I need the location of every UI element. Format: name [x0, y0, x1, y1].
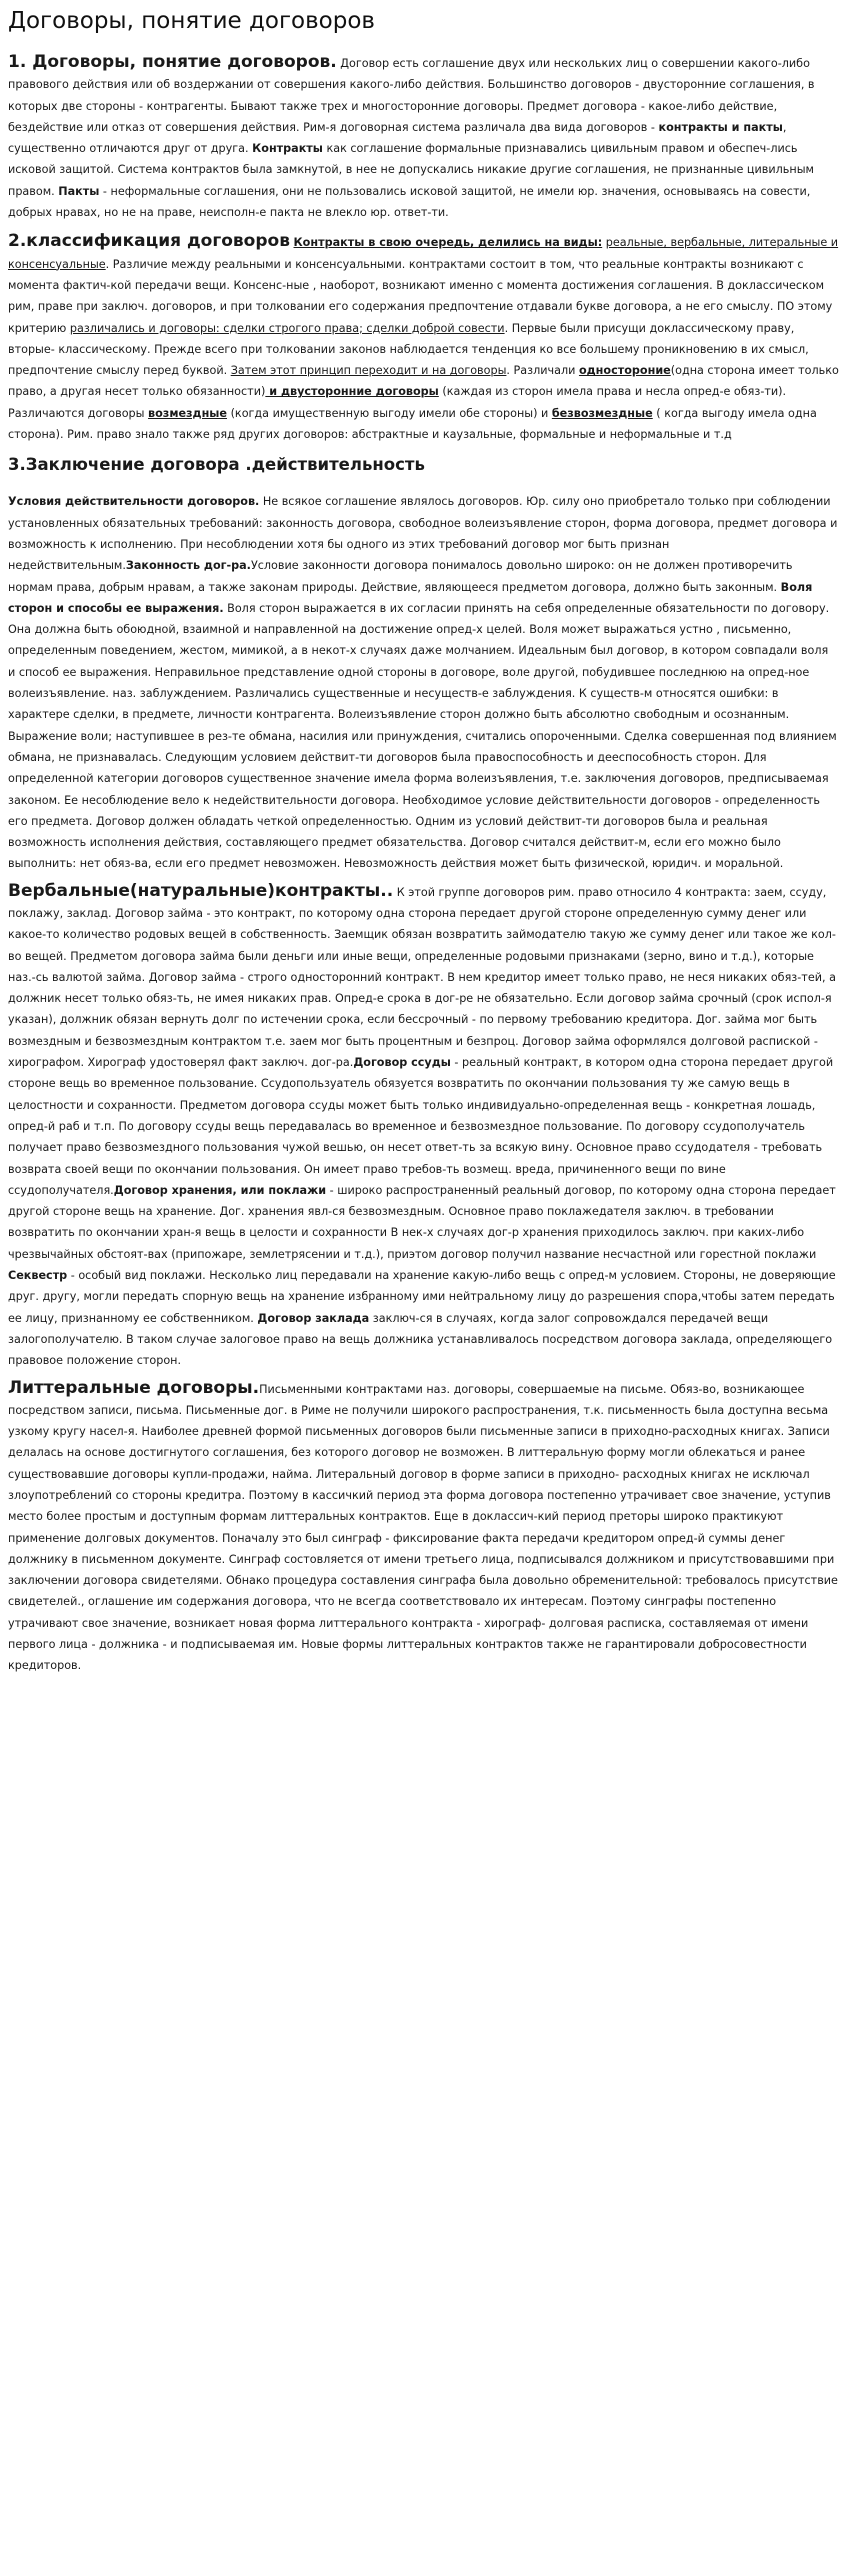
- underlined-bold-run: безвозмездные: [551, 406, 653, 420]
- bold-run: Контракты: [252, 142, 323, 156]
- page-title: Договоры, понятие договоров: [8, 8, 375, 34]
- bold-run: Договор заклада: [257, 1311, 370, 1325]
- text-run: заключ-ся в случаях, когда залог сопровождался передачей вещи залогополучателю. В таком случае залоговое право на вещь должника устанавливалось посредством договора заклада, определяющего правовое положение сторон.: [8, 1311, 833, 1368]
- text-run: Условие законности договора понималось довольно широко: он не должен противоречить нормам права, добрым нравам, а также законам природы. Действие, являющееся предметом договора, должно быть законным.: [8, 559, 793, 594]
- underlined-run: различались и договоры: сделки строгого права; сделки доброй совести: [69, 321, 505, 335]
- section-4-paragraph: [8, 881, 839, 1372]
- bold-run: Пакты: [58, 184, 100, 198]
- text-run: Воля сторон выражается в их согласии принять на себя определенные обязательности по договору. Она должна быть обоюдной, взаимной и направленной на достижение опред-х целей. Воля может выражаться устно , письменно, определенным поведением, жестом, мимикой, а в некот-х случаях даже молчанием. Идеальным был договор, в котором совпадали воля и способ ее выражения. Неправильное представление одной стороны в договоре, воле другой, побудившее последнюю на опред-ное волеизъявление. наз. заблуждением. Различались существенные и несуществ-е заблуждения. К существ-м относятся ошибки: в характере сделки, в предмете, личности контрагента. Волеизъявление сторон должно быть абсолютно свободным и осознанным. Выражение воли; наступившее в рез-те обмана, насилия или принуждения, считались опороченными. Сделка совершенная под влиянием обмана, не признавалась. Следующим условием действит-ти договоров была правоспособность и дееспособность сторон. Для определенной категории договоров существенное значение имела форма волеизъявления, т.е. заключения договоров, предписываемая законом. Ее несоблюдение вело к недействительности договора. Необходимое условие действительности договоров - определенность его предмета. Договор должен обладать четкой определенностью. Одним из условий действит-ти договоров была и реальная возможность исполнения действия, составляющего предмет обязательства. Договор считался действит-м, если его можно было выполнить: нет обяз-ва, если его предмет невозможен. Невозможность действия может быть физической, юридич. и моральной.: [8, 601, 837, 871]
- section-3-paragraph: [8, 491, 839, 874]
- bold-run: Секвестр: [8, 1269, 68, 1283]
- bold-run: Воля сторон и способы ее выражения.: [8, 580, 813, 615]
- section-5-heading: Литтеральные договоры.: [8, 1377, 260, 1398]
- section-1-heading: 1. Договоры, понятие договоров.: [8, 52, 337, 72]
- underlined-bold-run: одностороние: [578, 364, 671, 378]
- text-run: (одна сторона имеет только право, а другая несет только обязанности): [8, 364, 839, 399]
- bold-run: Договор хранения, или поклажи: [113, 1183, 327, 1197]
- text-run: - реальный контракт, в котором одна сторона передает другой стороне вещь во временное пользование. Ссудопользуатель обязуется возвратить по окончании пользования ту же самую вещь в целостности и сохранности. Предметом договора ссуды может быть только индивидуально-определенная вещь - конкретная лошадь, опред-й раб и т.п. По договору ссуды вещь передавалась во временное и безвозмездное пользование. По договору ссудополучатель получает право безвозмездного пользования чужой вешью, он несет ответ-ть за всякую вину. Основное право ссудодателя - требовать возврата своей вещи по окончании пользования. Он имеет право требов-ть возмещ. вреда, причиненного вещи по вине ссудополучателя.: [8, 1056, 834, 1197]
- bold-run: Законность дог-ра.: [125, 559, 251, 573]
- underlined-run: реальные, вербальные, литеральные и консенсуальные: [8, 236, 839, 271]
- text-run: как соглашение формальные признавались цивильным правом и обеспеч-лись исковой защитой. Система контрактов была замкнутой, в нее не допускались никакие другие соглашения, не признанные цивильным правом.: [8, 142, 814, 198]
- bold-run: Договор ссуды: [353, 1056, 451, 1070]
- text-run: (когда имущественную выгоду имели обе стороны) и: [227, 406, 552, 420]
- text-run: . Различали: [506, 364, 579, 378]
- text-run: (каждая из сторон имела права и несла опред-е обяз-ти). Различаются договоры: [8, 385, 787, 420]
- text-run: . Первые были присущи доклассическому праву, вторые- классическому. Прежде всего при толковании законов наблюдается тенденция ко все большему проникновению в их смысл, предпочтение смыслу перед буквой.: [8, 321, 809, 378]
- section-4-heading: Вербальные(натуральные)контракты..: [8, 880, 394, 901]
- section-5-paragraph: [8, 1378, 839, 1677]
- text-run: Письменными контрактами наз. договоры, совершаемые на письме. Обяз-во, возникающее посредством записи, письма. Письменные дог. в Риме не получили широкого распространения, т.к. письменность была доступна весьма узкому кругу насел-я. Наиболее древней формой письменных договоров были письменные записи в приходно-расходных книгах. Записи делалась на основе достигнутого соглашения, без которого договор не возможен. В литтеральную форму могли облекаться и ранее существовавшие договоры купли-продажи, найма. Литеральный договор в форме записи в приходно- расходных книгах не исключал злоупотреблений со стороны кредитра. Поэтому в кассичкий период эта форма договора постепенно утрачивает свое значение, уступив место более простым и доступным формам литтеральных контрактов. Еще в доклассич-кий период преторы широко практикуют применение долговых документов. Поначалу это был синграф - фиксирование факта передачи кредитором опред-й суммы денег должнику в письменном документе. Синграф состовляется от имени третьего лица, подписывался должником и присутствовавшими при заключении договора свидетелями. Обнако процедура составления синграфа была довольно обременительной: требовалось присутствие свидетелей., оглашение им содержания договора, что не всегда соответствовало их интересам. Поэтому синграфы постепенно утрачивают свое значение, возникает новая форма литтерального контракта - хирограф- долговая расписка, составляемая от имени первого лица - должника - и подписываемая им. Новые формы литтеральных контрактов также не гарантировали добросовестности кредиторов.: [8, 1382, 838, 1673]
- text-run: - неформальные соглашения, они не пользовались исковой защитой, не имели юр. значения, основываясь на совести, добрых нравах, но не на праве, неисполн-е пакта не влекло юр. ответ-ти.: [8, 184, 811, 220]
- bold-run: Условия действительности договоров.: [8, 495, 260, 509]
- text-run: - особый вид поклажи. Несколько лиц передавали на хранение какую-либо вещь с опред-м условием. Стороны, не доверяющие друг. другу, могли передать спорную вещь на хранение избранному ими нейтральному лицу до разрешения спора,чтобы затем передать ее лицу, признанному ее собственником.: [8, 1269, 836, 1325]
- text-run: - широко распространенный реальный договор, по которому одна сторона передает другой стороне вещь на хранение. Дог. хранения явл-ся безвозмездным. Основное право поклажедателя заключ. в требовании возвратить по окончании хран-я вещь в целости и сохранности В нек-х случаях дог-р хранения приходилось заключ. при каких-либо чрезвычайных обстоят-вах (припожаре, землетрясении и т.д.), приэтом договор получил название несчастной или горестной поклажи: [8, 1183, 836, 1261]
- text-run: . Различие между реальными и консенсуальными. контрактами состоит в том, что реальные контракты возникают с момента фактич-кой передачи вещи. Консенс-ные , наоборот, возникают именно с момента достижения соглашения. В доклассическом рим, праве при заключ. договоров, и при толковании его содержания предпочтение отдавали букве договора, а не его смыслу. ПО этому критерию: [8, 257, 833, 335]
- underlined-bold-run: возмездные: [148, 406, 228, 420]
- text-run: , существенно отличаются друг от друга.: [8, 120, 787, 156]
- section-3-heading: 3.Заключение договора .действительность: [8, 455, 425, 475]
- underlined-bold-run: и двусторонние договоры: [265, 385, 439, 399]
- section-2-paragraph: [8, 231, 839, 445]
- section-1-paragraph: [8, 52, 839, 223]
- underlined-bold-run: Контракты в свою очередь, делились на виды:: [293, 236, 603, 250]
- text-run: К этой группе договоров рим. право относило 4 контракта: заем, ссуду, поклажу, заклад. Договор займа - это контракт, по которому одна сторона передает другой стороне определенную сумму денег или какое-то количество родовых вещей в собственность. Заемщик обязан возвратить займодателю такую же сумму денег или такое же кол-во вещей. Предметом договора займа были деньги или иные вещи, определенные родовыми признаками (зерно, вино и т.д.), которые наз.-сь валютой займа. Договор займа - строго односторонний контракт. В нем кредитор имеет только право, не неся никаких обяз-тей, а должник несет только обяз-ть, не имея никаких прав. Опред-е срока в дог-ре не обязательно. Если договор займа срочный (срок испол-я указан), должник обязан вернуть долг по истечении срока, если бессрочный - по первому требованию кредитора. Дог. займа мог быть возмездным и безвозмездным контрактом т.е. заем мог быть процентным и безпроц. Договор займа оформлялся долговой распиской - хирографом. Хирограф удостоверял факт заключ. дог-ра.: [8, 885, 836, 1070]
- text-run: ( когда выгоду имела одна сторона). Рим. право знало также ряд других договоров: абстрактные и каузальные, формальные и неформальные и т.д: [8, 406, 817, 442]
- bold-run: контракты и пакты: [658, 120, 783, 134]
- underlined-run: Затем этот принцип переходит и на договоры: [230, 364, 507, 378]
- text-run: Не всякое соглашение являлось договоров. Юр. силу оно приобретало только при соблюдении установленных обязательных требований: законность договора, свободное волеизъявление сторон, форма договора, предмет договора и возможность к исполнению. При несоблюдении хотя бы одного из этих требований договор мог быть признан недействительным.: [8, 495, 838, 573]
- text-run: Договор есть соглашение двух или нескольких лиц о совершении какого-либо правового действия или об воздержании от совершения какого-либо действия. Большинство договоров - двусторонние соглашения, в которых две стороны - контрагенты. Бывают также трех и многосторонние договоры. Предмет договора - какое-либо действие, бездействие или отказ от совершения действия. Рим-я договорная система различала два вида договоров -: [8, 57, 815, 134]
- section-2-heading: 2.классификация договоров: [8, 231, 290, 252]
